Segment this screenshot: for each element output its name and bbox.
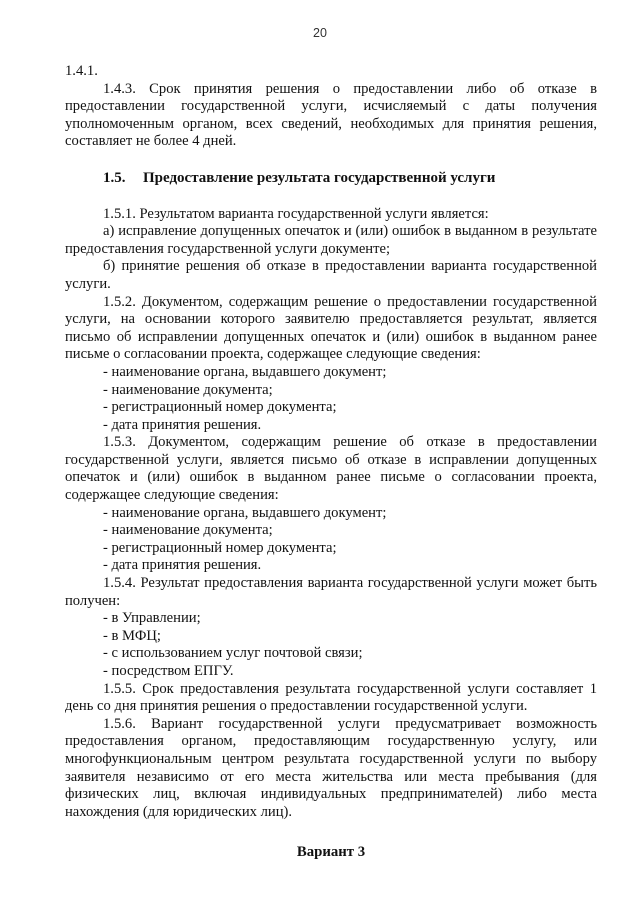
list-item: - посредством ЕПГУ. (103, 663, 234, 679)
variant-heading: Вариант 3 (296, 844, 366, 861)
list-item: - с использованием услуг почтовой связи; (103, 645, 363, 662)
clause-1-4-3: 1.4.3. Срок принятия решения о предоставлении либо об отказе в предоставлении государственной услуги, исчисляемый с даты получения уполномоченным органом, всех сведений, необходимых для принятия решения, составляет не более 4 дней. (65, 80, 597, 150)
list-item: - наименование органа, выдавшего документ; (103, 504, 387, 521)
section-title: Предоставление результата государственной услуги (143, 169, 496, 186)
clause-1-5-4: 1.5.4. Результат предоставления варианта государственной услуги может быть получен: (65, 575, 597, 609)
clause-1-5-6: 1.5.6. Вариант государственной услуги предусматривает возможность предоставления органом, предоставляющим государственную услугу, или многофункциональным центром результата государственной услуги по выбору заявителя независимо от его места жительства или места пребывания (для физических лиц, включая индивидуальных предпринимателей) либо места нахождения (для юридических лиц). (65, 715, 597, 820)
list-item: - дата принятия решения. (103, 557, 262, 574)
clause-1-4-1: 1.4.1. (65, 63, 98, 79)
list-item: - в Управлении; (103, 610, 201, 627)
list-item: - наименование документа; (103, 381, 273, 398)
clause-1-5-5: 1.5.5. Срок предоставления результата государственной услуги составляет 1 день со дня принятия решения о предоставлении государственной услуги. (65, 680, 597, 715)
page-number: 20 (313, 26, 327, 40)
result-item-a: а) исправление допущенных опечаток и (или) ошибок в выданном в результате предоставления государственной услуги документе; (65, 223, 597, 257)
result-item-b: б) принятие решения об отказе в предоставлении варианта государственной услуги. (65, 258, 597, 292)
section-number: 1.5. (103, 169, 126, 186)
section-heading (103, 170, 597, 188)
list-item: - в МФЦ; (103, 627, 161, 644)
clause-1-5-1: 1.5.1. Результатом варианта государственной услуги является: (103, 205, 489, 222)
clause-1-5-2: 1.5.2. Документом, содержащим решение о предоставлении государственной услуги, на основании которого заявителю предоставляется результат, является письмо об исправлении допущенных опечаток и (или) ошибок в выданном ранее письме о согласовании проекта, содержащее следующие сведения: (65, 293, 597, 363)
list-item: - наименование документа; (103, 522, 273, 539)
list-item: - наименование органа, выдавшего документ; (103, 363, 387, 380)
list-item: - регистрационный номер документа; (103, 399, 337, 416)
list-item: - регистрационный номер документа; (103, 539, 337, 556)
clause-1-5-3: 1.5.3. Документом, содержащим решение об отказе в предоставлении государственной услуги, является письмо об отказе в исправлении допущенных опечаток и (или) ошибок в выданном ранее письме о согласовании проекта, содержащее следующие сведения: (65, 434, 597, 504)
list-item: - дата принятия решения. (103, 416, 262, 433)
document-body (65, 63, 597, 862)
